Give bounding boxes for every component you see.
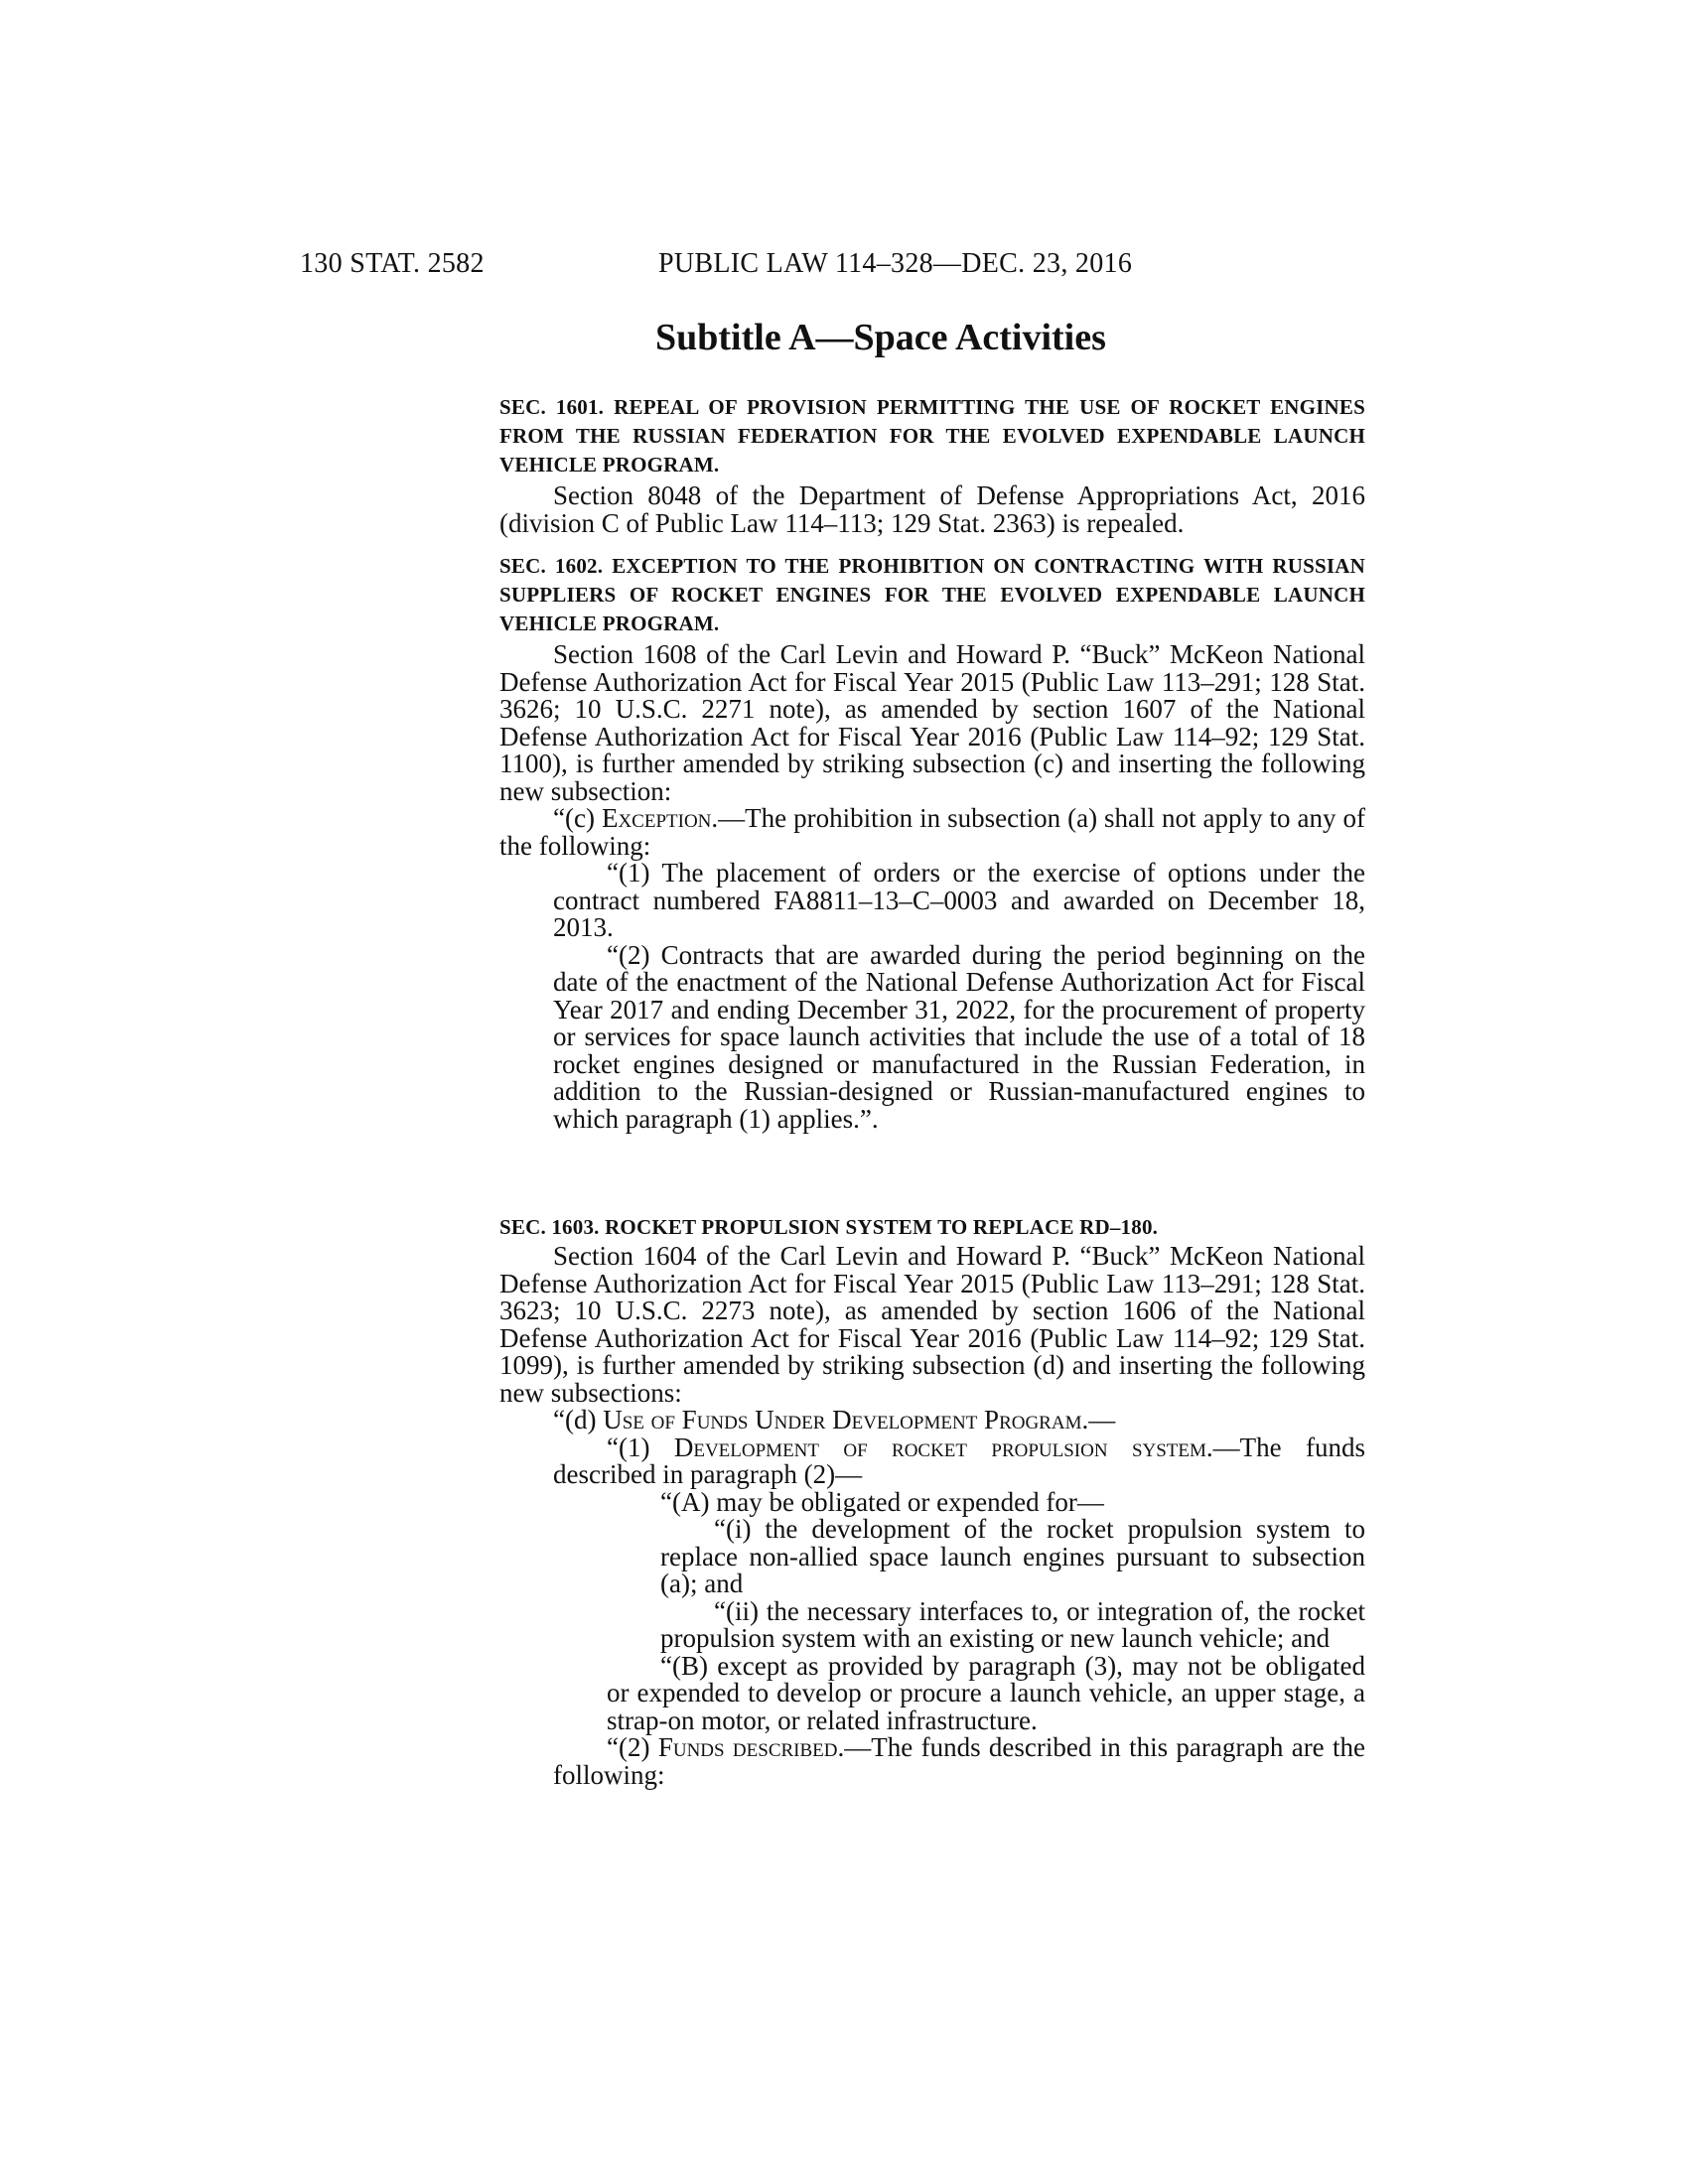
section-label: SEC. 1603. bbox=[499, 1215, 600, 1239]
section-1601-body bbox=[499, 482, 1365, 537]
subsection-suffix: .— bbox=[1081, 1405, 1116, 1434]
paragraph-1: “(1) The placement of orders or the exercise of options under the contract numbered FA8811–13–C–0003 and awarded on December 18, 2013. bbox=[553, 858, 1365, 942]
paragraph-2: “(2) Contracts that are awarded during the period beginning on the date of the enactment of the National Defense Authorization Act for Fiscal Year 2017 and ending December 31, 2022, for the procurement of property or services for space launch activities that include the use of a total of 18 rocket engines designed or manufactured in the Russian Federation, in addition to the Russian-designed or Russian-manufactured engines to which paragraph (1) applies.”. bbox=[553, 939, 1365, 1134]
subsection-d bbox=[499, 1407, 1365, 1434]
subtitle-heading: Subtitle A—Space Activities bbox=[655, 317, 1106, 358]
section-title: ROCKET PROPULSION SYSTEM TO REPLACE RD–180. bbox=[605, 1215, 1159, 1239]
subsection-heading: Exception bbox=[601, 803, 712, 833]
subsection-c bbox=[499, 805, 1365, 860]
section-label: SEC. 1601. bbox=[499, 395, 605, 419]
section-paragraph: Section 1608 of the Carl Levin and Howard P. “Buck” McKeon National Defense Authorization Act for Fiscal Year 2015 (Public Law 113–291; 128 Stat. 3626; 10 U.S.C. 2271 note), as amended by section 1607 of the National Defense Authorization Act for Fiscal Year 2016 (Public Law 114–92; 129 Stat. 1100), is further amended by striking subsection (c) and inserting the following new subsection: bbox=[499, 639, 1365, 806]
subsection-prefix: “(c) bbox=[553, 803, 602, 833]
paragraph-heading: Funds described bbox=[657, 1732, 838, 1762]
clause-ii: “(ii) the necessary interfaces to, or integration of, the rocket propulsion system with an existing or new launch vehicle; and bbox=[660, 1595, 1365, 1653]
section-1602-heading bbox=[499, 552, 1365, 638]
stat-reference: 130 STAT. 2582 bbox=[300, 248, 485, 279]
section-label: SEC. 1602. bbox=[499, 554, 604, 578]
section-paragraph: Section 1604 of the Carl Levin and Howard P. “Buck” McKeon National Defense Authorization Act for Fiscal Year 2015 (Public Law 113–291; 128 Stat. 3623; 10 U.S.C. 2273 note), as amended by section 1606 of the National Defense Authorization Act for Fiscal Year 2016 (Public Law 114–92; 129 Stat. 1099), is further amended by striking subsection (d) and inserting the following new subsections: bbox=[499, 1241, 1365, 1408]
section-1603-heading bbox=[499, 1213, 1365, 1242]
section-1603-body bbox=[499, 1243, 1365, 1789]
subsection-heading: Use of Funds Under Development Program bbox=[603, 1405, 1082, 1434]
subparagraph-A: “(A) may be obligated or expended for— bbox=[660, 1486, 1104, 1517]
section-title: EXCEPTION TO THE PROHIBITION ON CONTRACTING WITH RUSSIAN SUPPLIERS OF ROCKET ENGINES FOR THE EVOLVED EXPENDABLE LAUNCH VEHICLE PROGRAM. bbox=[499, 554, 1365, 635]
subsection-prefix: “(d) bbox=[553, 1405, 604, 1434]
paragraph-prefix: “(1) bbox=[607, 1432, 674, 1462]
running-header: PUBLIC LAW 114–328—DEC. 23, 2016 bbox=[658, 248, 1133, 279]
clause-i: “(i) the development of the rocket propulsion system to replace non-allied space launch engines pursuant to subsection (a); and bbox=[660, 1514, 1365, 1598]
section-paragraph: Section 8048 of the Department of Defense Appropriations Act, 2016 (division C of Public Law 114–113; 129 Stat. 2363) is repealed. bbox=[499, 480, 1365, 538]
section-1602-body bbox=[499, 641, 1365, 1133]
paragraph-d1 bbox=[499, 1434, 1365, 1489]
paragraph-heading: Development of rocket propulsion system bbox=[673, 1432, 1206, 1462]
paragraph-text: .—The funds described in paragraph (2)— bbox=[553, 1432, 1365, 1489]
paragraph-d2 bbox=[499, 1734, 1365, 1789]
subsection-text: .—The prohibition in subsection (a) shall not apply to any of the following: bbox=[499, 803, 1365, 861]
paragraph-text: .—The funds described in this paragraph are the following: bbox=[553, 1732, 1365, 1790]
paragraph-prefix: “(2) bbox=[607, 1732, 658, 1762]
section-title: REPEAL OF PROVISION PERMITTING THE USE OF ROCKET ENGINES FROM THE RUSSIAN FEDERATION FOR THE EVOLVED EXPENDABLE LAUNCH VEHICLE PROGRAM. bbox=[499, 395, 1366, 477]
subparagraph-B: “(B) except as provided by paragraph (3), may not be obligated or expended to develop or procure a launch vehicle, an upper stage, a strap-on motor, or related infrastructure. bbox=[607, 1650, 1365, 1735]
section-1601-heading bbox=[499, 393, 1365, 479]
